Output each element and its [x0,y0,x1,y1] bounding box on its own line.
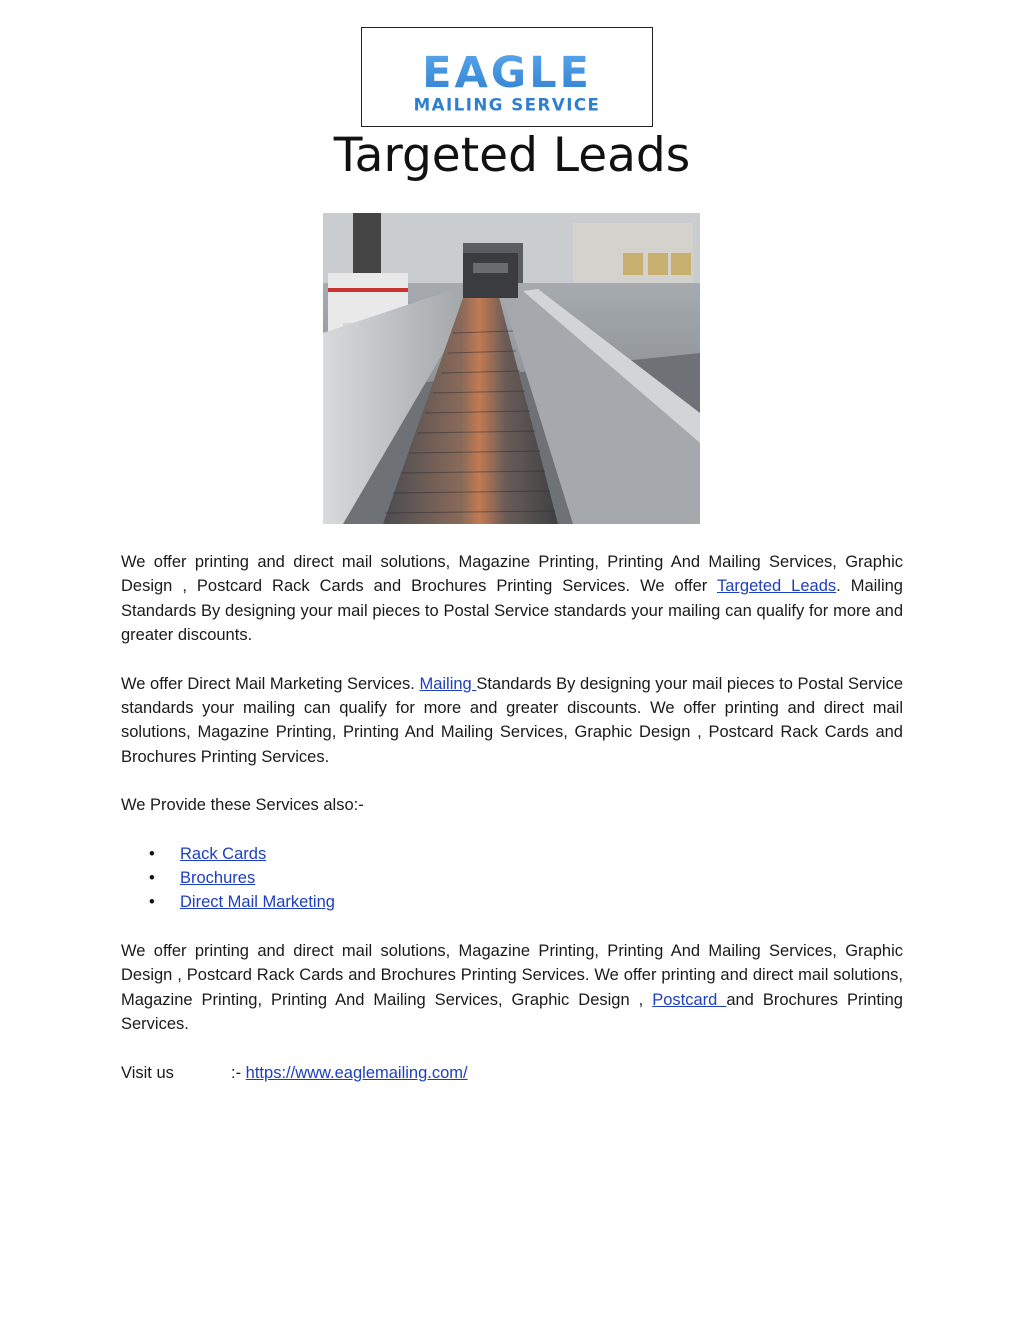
logo-tagline: MAILING SERVICE [413,95,601,115]
direct-mail-marketing-link[interactable]: Direct Mail Marketing [180,893,335,912]
visit-us-line [121,1061,903,1085]
postcard-link[interactable]: Postcard [652,990,727,1009]
main-content [121,550,903,1109]
brochures-link[interactable]: Brochures [180,869,256,888]
paragraph-text: We offer printing and direct mail solutions, Magazine Printing, Printing And Mailing Services, Graphic Design , Postcard Rack Cards and Brochures Printing Services. We offer [121,553,903,596]
logo-wordmark: EAGLE [422,47,592,98]
visit-label: Visit us [121,1063,174,1082]
page-title: Targeted Leads [333,128,691,183]
paragraph-closing [121,939,903,1037]
mail-sorting-conveyor-photo-icon [323,213,700,524]
paragraph-text: . Mailing Standards By designing your mail pieces to Postal Service standards your mailing can qualify for more and greater discounts. [121,577,903,645]
hero-photo [323,213,700,524]
services-list [121,842,903,915]
visit-separator: :- [231,1063,246,1082]
paragraph-text: Standards By designing your mail pieces to Postal Service standards your mailing can qualify for more and greater discounts. We offer printing and direct mail solutions, Magazine Printing, Printing And Mailing Services, Graphic Design , Postcard Rack Cards and Brochures Printing Services. [121,674,903,766]
services-intro: We Provide these Services also:- [121,796,364,815]
list-item [180,842,903,866]
paragraph-intro [121,550,903,648]
rack-cards-link[interactable]: Rack Cards [180,844,267,863]
eagle-logo-icon [362,28,652,126]
company-logo [361,27,653,127]
targeted-leads-link[interactable]: Targeted Leads [716,577,837,596]
paragraph-text: We offer printing and direct mail solutions, Magazine Printing, Printing And Mailing Services, Graphic Design , Postcard Rack Cards and Brochures Printing Services. We offer printing and direct mail solutions, Magazine Printing, Printing And Mailing Services, Graphic Design , [121,941,903,1009]
website-link[interactable]: https://www.eaglemailing.com/ [245,1063,468,1082]
paragraph-text: and Brochures Printing Services. [121,990,903,1034]
list-item [180,866,903,890]
list-item [180,890,903,914]
paragraph-direct-mail [121,672,903,770]
paragraph-text: We offer Direct Mail Marketing Services. [121,674,420,693]
mailing-link[interactable]: Mailing [419,674,477,693]
